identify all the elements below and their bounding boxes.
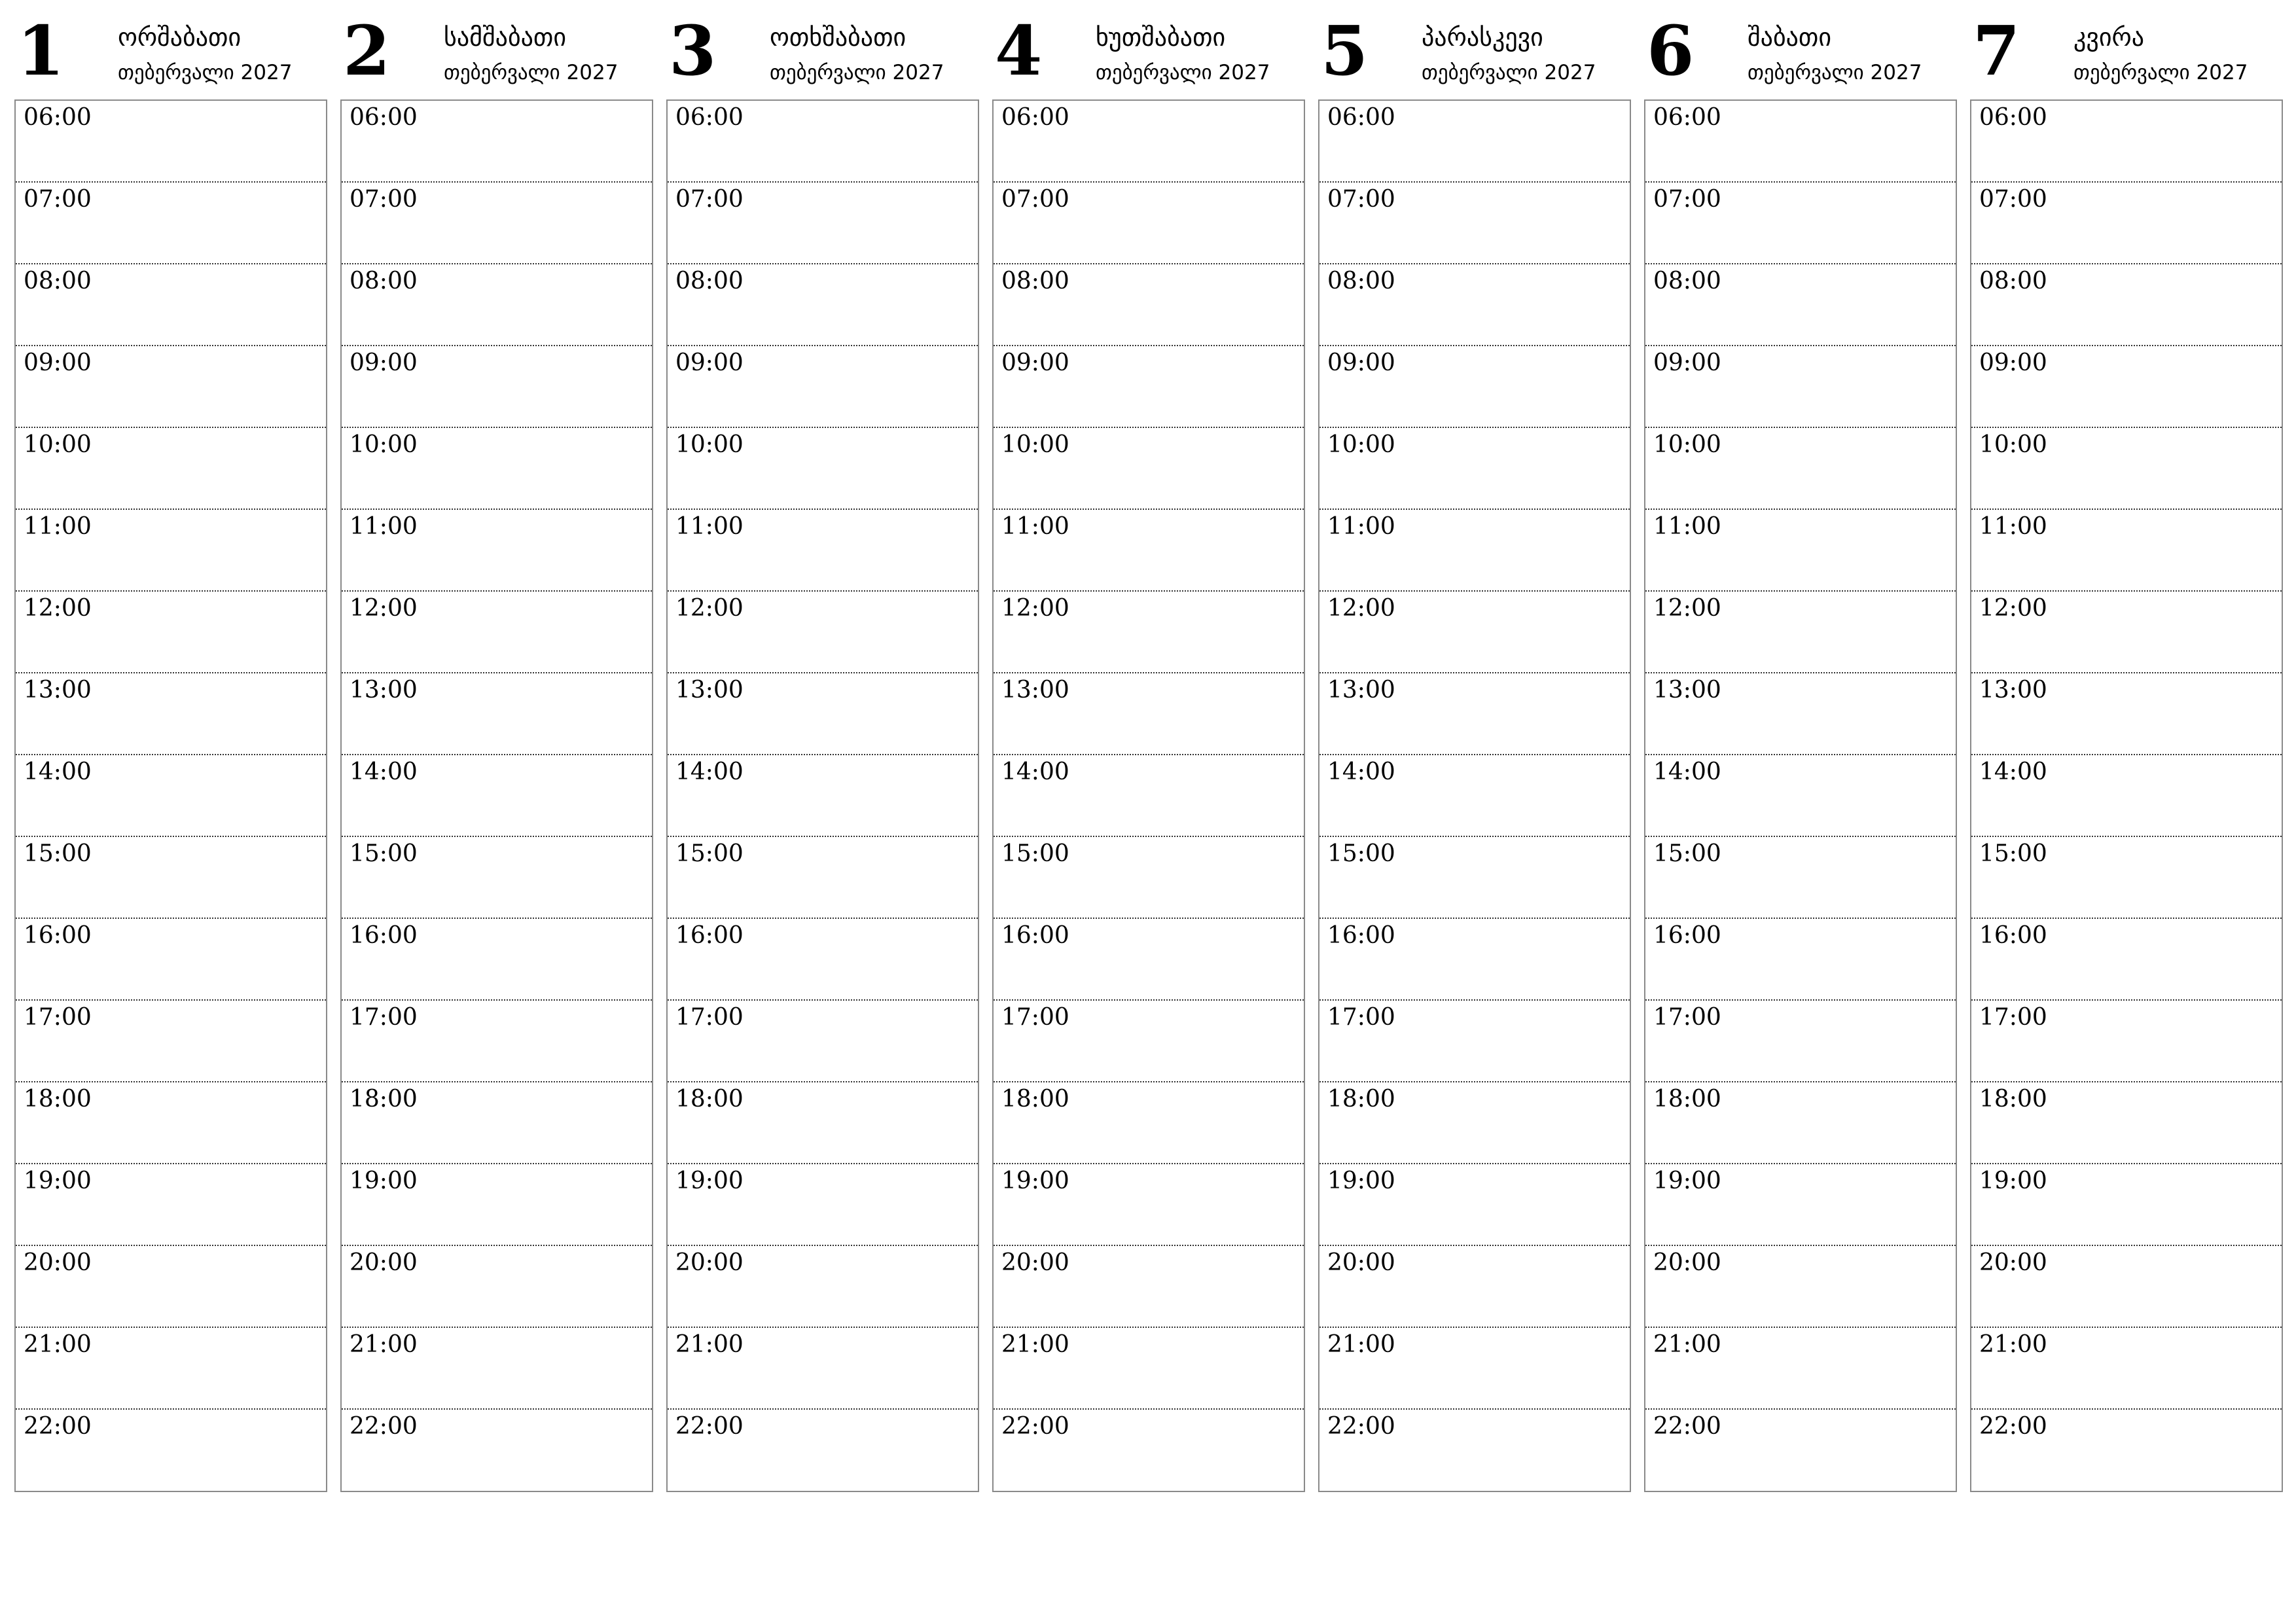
time-label: 11:00 — [350, 513, 418, 540]
time-slot[interactable] — [1971, 101, 2282, 183]
time-label: 16:00 — [1327, 922, 1395, 949]
day-schedule-box — [992, 99, 1305, 1492]
day-column-2 — [340, 0, 653, 1505]
time-label: 21:00 — [1327, 1331, 1395, 1358]
time-label: 15:00 — [1327, 840, 1395, 867]
time-slot[interactable] — [994, 1001, 1304, 1082]
day-schedule-box — [1970, 99, 2283, 1492]
time-slot[interactable] — [1645, 1082, 1956, 1164]
time-label: 13:00 — [1327, 677, 1395, 704]
time-label: 20:00 — [1653, 1249, 1721, 1276]
day-header — [992, 0, 1305, 99]
day-month: თებერვალი 2027 — [2073, 61, 2248, 84]
time-slot[interactable] — [16, 1001, 326, 1082]
time-label: 14:00 — [1327, 758, 1395, 785]
time-slot[interactable] — [994, 510, 1304, 592]
day-name: ხუთშაბათი — [1096, 23, 1226, 52]
time-label: 19:00 — [1979, 1168, 2047, 1194]
time-slot[interactable] — [1319, 1328, 1630, 1410]
time-label: 22:00 — [675, 1413, 744, 1440]
time-slot[interactable] — [668, 1001, 978, 1082]
time-slot[interactable] — [1971, 1328, 2282, 1410]
time-slot[interactable] — [668, 837, 978, 919]
day-schedule-box — [340, 99, 653, 1492]
time-label: 15:00 — [1979, 840, 2047, 867]
time-label: 08:00 — [1001, 268, 1069, 294]
time-label: 21:00 — [1979, 1331, 2047, 1358]
time-label: 08:00 — [675, 268, 744, 294]
time-slot[interactable] — [994, 755, 1304, 837]
time-label: 13:00 — [24, 677, 92, 704]
time-slot[interactable] — [342, 1328, 652, 1410]
time-slot[interactable] — [1645, 1328, 1956, 1410]
day-name: ორშაბათი — [118, 23, 242, 52]
time-label: 17:00 — [1653, 1004, 1721, 1031]
time-label: 22:00 — [1327, 1413, 1395, 1440]
day-number: 2 — [343, 10, 391, 91]
time-slot[interactable] — [342, 1410, 652, 1491]
time-slot[interactable] — [16, 919, 326, 1001]
time-slot[interactable] — [16, 1246, 326, 1328]
time-label: 19:00 — [675, 1168, 744, 1194]
time-slot[interactable] — [1319, 919, 1630, 1001]
time-slot[interactable] — [994, 346, 1304, 428]
day-header — [1318, 0, 1631, 99]
time-slot[interactable] — [16, 592, 326, 673]
day-column-7 — [1970, 0, 2283, 1505]
time-slot[interactable] — [1645, 346, 1956, 428]
time-slot[interactable] — [1645, 919, 1956, 1001]
time-slot[interactable] — [1645, 510, 1956, 592]
time-slot[interactable] — [668, 1410, 978, 1491]
day-name: შაბათი — [1748, 23, 1832, 52]
time-slot[interactable] — [342, 1246, 652, 1328]
time-slot[interactable] — [342, 755, 652, 837]
time-label: 11:00 — [1653, 513, 1721, 540]
time-label: 11:00 — [1979, 513, 2047, 540]
time-slot[interactable] — [668, 755, 978, 837]
time-slot[interactable] — [1645, 1246, 1956, 1328]
time-slot[interactable] — [668, 592, 978, 673]
time-label: 20:00 — [1001, 1249, 1069, 1276]
time-slot[interactable] — [668, 919, 978, 1001]
time-label: 20:00 — [675, 1249, 744, 1276]
time-label: 18:00 — [1653, 1086, 1721, 1113]
time-label: 22:00 — [1979, 1413, 2047, 1440]
time-slot[interactable] — [16, 673, 326, 755]
time-label: 12:00 — [1979, 595, 2047, 622]
time-slot[interactable] — [16, 510, 326, 592]
time-label: 07:00 — [350, 186, 418, 213]
time-slot[interactable] — [668, 673, 978, 755]
time-label: 06:00 — [1327, 104, 1395, 131]
time-label: 14:00 — [1653, 758, 1721, 785]
time-slot[interactable] — [16, 101, 326, 183]
time-slot[interactable] — [16, 1164, 326, 1246]
time-slot[interactable] — [16, 837, 326, 919]
time-label: 11:00 — [1327, 513, 1395, 540]
time-slot[interactable] — [1319, 837, 1630, 919]
time-slot[interactable] — [1319, 510, 1630, 592]
time-slot[interactable] — [994, 1328, 1304, 1410]
time-slot[interactable] — [668, 183, 978, 264]
time-label: 13:00 — [1979, 677, 2047, 704]
time-label: 08:00 — [24, 268, 92, 294]
time-label: 16:00 — [350, 922, 418, 949]
day-column-6 — [1644, 0, 1957, 1505]
day-number: 1 — [17, 10, 65, 91]
time-label: 18:00 — [675, 1086, 744, 1113]
time-label: 14:00 — [1979, 758, 2047, 785]
time-slot[interactable] — [1319, 264, 1630, 346]
time-slot[interactable] — [1971, 673, 2282, 755]
time-label: 15:00 — [1001, 840, 1069, 867]
time-label: 16:00 — [1979, 922, 2047, 949]
time-slot[interactable] — [994, 837, 1304, 919]
time-label: 13:00 — [675, 677, 744, 704]
time-slot[interactable] — [1645, 837, 1956, 919]
day-month: თებერვალი 2027 — [770, 61, 944, 84]
time-label: 09:00 — [24, 349, 92, 376]
day-column-3 — [666, 0, 979, 1505]
day-month: თებერვალი 2027 — [444, 61, 619, 84]
day-number: 6 — [1647, 10, 1695, 91]
time-label: 10:00 — [350, 431, 418, 458]
time-slot[interactable] — [342, 837, 652, 919]
time-slot[interactable] — [1971, 264, 2282, 346]
time-label: 19:00 — [24, 1168, 92, 1194]
time-slot[interactable] — [1319, 592, 1630, 673]
time-slot[interactable] — [1319, 346, 1630, 428]
time-label: 18:00 — [1327, 1086, 1395, 1113]
time-slot[interactable] — [342, 510, 652, 592]
time-slot[interactable] — [1645, 1410, 1956, 1491]
time-slot[interactable] — [1319, 1082, 1630, 1164]
time-label: 18:00 — [1979, 1086, 2047, 1113]
day-number: 4 — [995, 10, 1043, 91]
time-label: 10:00 — [1001, 431, 1069, 458]
time-slot[interactable] — [1971, 183, 2282, 264]
time-label: 08:00 — [350, 268, 418, 294]
time-label: 17:00 — [350, 1004, 418, 1031]
time-label: 10:00 — [1979, 431, 2047, 458]
time-label: 09:00 — [350, 349, 418, 376]
time-slot[interactable] — [994, 1410, 1304, 1491]
time-slot[interactable] — [1645, 592, 1956, 673]
time-slot[interactable] — [1645, 755, 1956, 837]
time-label: 06:00 — [350, 104, 418, 131]
time-slot[interactable] — [16, 428, 326, 510]
time-label: 21:00 — [1653, 1331, 1721, 1358]
day-number: 3 — [669, 10, 717, 91]
time-label: 14:00 — [24, 758, 92, 785]
time-label: 14:00 — [350, 758, 418, 785]
time-label: 17:00 — [1327, 1004, 1395, 1031]
day-column-4 — [992, 0, 1305, 1505]
time-label: 14:00 — [675, 758, 744, 785]
time-slot[interactable] — [668, 346, 978, 428]
day-name: ოთხშაბათი — [770, 23, 906, 52]
day-month: თებერვალი 2027 — [1748, 61, 1922, 84]
day-month: თებერვალი 2027 — [1096, 61, 1270, 84]
time-label: 09:00 — [675, 349, 744, 376]
time-slot[interactable] — [668, 264, 978, 346]
time-label: 07:00 — [675, 186, 744, 213]
time-label: 06:00 — [1653, 104, 1721, 131]
time-label: 09:00 — [1327, 349, 1395, 376]
time-slot[interactable] — [1319, 1246, 1630, 1328]
time-label: 07:00 — [24, 186, 92, 213]
time-slot[interactable] — [342, 101, 652, 183]
day-schedule-box — [14, 99, 327, 1492]
time-label: 10:00 — [675, 431, 744, 458]
time-slot[interactable] — [668, 1328, 978, 1410]
time-label: 13:00 — [350, 677, 418, 704]
time-slot[interactable] — [1971, 1246, 2282, 1328]
time-label: 19:00 — [1001, 1168, 1069, 1194]
time-slot[interactable] — [1971, 1001, 2282, 1082]
time-label: 16:00 — [1653, 922, 1721, 949]
time-label: 12:00 — [24, 595, 92, 622]
day-header — [14, 0, 327, 99]
time-slot[interactable] — [1645, 1001, 1956, 1082]
time-label: 21:00 — [350, 1331, 418, 1358]
time-label: 16:00 — [24, 922, 92, 949]
time-slot[interactable] — [1319, 1164, 1630, 1246]
time-label: 19:00 — [1327, 1168, 1395, 1194]
time-label: 10:00 — [1653, 431, 1721, 458]
time-slot[interactable] — [994, 1082, 1304, 1164]
time-label: 11:00 — [24, 513, 92, 540]
time-slot[interactable] — [16, 264, 326, 346]
time-label: 08:00 — [1327, 268, 1395, 294]
time-slot[interactable] — [668, 101, 978, 183]
time-slot[interactable] — [668, 1082, 978, 1164]
time-slot[interactable] — [1971, 428, 2282, 510]
time-slot[interactable] — [668, 1164, 978, 1246]
time-label: 08:00 — [1979, 268, 2047, 294]
time-label: 07:00 — [1653, 186, 1721, 213]
time-slot[interactable] — [994, 264, 1304, 346]
time-label: 11:00 — [675, 513, 744, 540]
time-label: 16:00 — [1001, 922, 1069, 949]
time-label: 20:00 — [1979, 1249, 2047, 1276]
time-label: 19:00 — [350, 1168, 418, 1194]
time-label: 15:00 — [675, 840, 744, 867]
time-label: 07:00 — [1327, 186, 1395, 213]
time-label: 21:00 — [675, 1331, 744, 1358]
time-label: 06:00 — [1001, 104, 1069, 131]
time-label: 19:00 — [1653, 1168, 1721, 1194]
day-header — [1644, 0, 1957, 99]
time-slot[interactable] — [342, 346, 652, 428]
time-slot[interactable] — [1645, 101, 1956, 183]
time-label: 17:00 — [24, 1004, 92, 1031]
time-label: 06:00 — [675, 104, 744, 131]
day-name: პარასკევი — [1422, 23, 1543, 52]
time-label: 20:00 — [1327, 1249, 1395, 1276]
time-slot[interactable] — [668, 510, 978, 592]
time-label: 21:00 — [24, 1331, 92, 1358]
time-slot[interactable] — [342, 1164, 652, 1246]
time-label: 22:00 — [350, 1413, 418, 1440]
time-label: 13:00 — [1001, 677, 1069, 704]
time-label: 22:00 — [1001, 1413, 1069, 1440]
time-slot[interactable] — [342, 919, 652, 1001]
time-slot[interactable] — [16, 1328, 326, 1410]
time-label: 15:00 — [350, 840, 418, 867]
time-slot[interactable] — [994, 183, 1304, 264]
day-header — [340, 0, 653, 99]
time-slot[interactable] — [1971, 346, 2282, 428]
time-label: 22:00 — [1653, 1413, 1721, 1440]
time-label: 13:00 — [1653, 677, 1721, 704]
time-label: 09:00 — [1979, 349, 2047, 376]
time-label: 12:00 — [1001, 595, 1069, 622]
time-slot[interactable] — [1971, 1164, 2282, 1246]
day-schedule-box — [666, 99, 979, 1492]
time-slot[interactable] — [1645, 1164, 1956, 1246]
time-slot[interactable] — [1319, 1001, 1630, 1082]
time-label: 10:00 — [24, 431, 92, 458]
time-label: 20:00 — [24, 1249, 92, 1276]
time-label: 14:00 — [1001, 758, 1069, 785]
time-label: 07:00 — [1001, 186, 1069, 213]
time-label: 22:00 — [24, 1413, 92, 1440]
time-slot[interactable] — [16, 1082, 326, 1164]
time-label: 18:00 — [350, 1086, 418, 1113]
time-slot[interactable] — [1645, 264, 1956, 346]
time-slot[interactable] — [1319, 101, 1630, 183]
time-slot[interactable] — [342, 428, 652, 510]
time-label: 07:00 — [1979, 186, 2047, 213]
time-slot[interactable] — [1971, 510, 2282, 592]
time-label: 17:00 — [675, 1004, 744, 1031]
time-label: 21:00 — [1001, 1331, 1069, 1358]
time-label: 09:00 — [1653, 349, 1721, 376]
day-month: თებერვალი 2027 — [118, 61, 293, 84]
time-slot[interactable] — [342, 1001, 652, 1082]
time-label: 09:00 — [1001, 349, 1069, 376]
time-label: 17:00 — [1979, 1004, 2047, 1031]
day-schedule-box — [1318, 99, 1631, 1492]
time-label: 11:00 — [1001, 513, 1069, 540]
day-column-1 — [14, 0, 327, 1505]
time-slot[interactable] — [994, 428, 1304, 510]
time-label: 15:00 — [24, 840, 92, 867]
weekly-planner — [14, 0, 2284, 1505]
day-number: 7 — [1973, 10, 2020, 91]
time-label: 15:00 — [1653, 840, 1721, 867]
time-slot[interactable] — [1971, 755, 2282, 837]
time-label: 16:00 — [675, 922, 744, 949]
time-slot[interactable] — [342, 592, 652, 673]
time-slot[interactable] — [668, 428, 978, 510]
time-slot[interactable] — [1971, 1082, 2282, 1164]
time-slot[interactable] — [994, 919, 1304, 1001]
day-column-5 — [1318, 0, 1631, 1505]
time-slot[interactable] — [994, 592, 1304, 673]
time-slot[interactable] — [1645, 183, 1956, 264]
time-slot[interactable] — [1645, 428, 1956, 510]
time-slot[interactable] — [342, 673, 652, 755]
time-label: 06:00 — [1979, 104, 2047, 131]
time-slot[interactable] — [994, 673, 1304, 755]
time-slot[interactable] — [342, 183, 652, 264]
time-slot[interactable] — [16, 183, 326, 264]
time-slot[interactable] — [1971, 1410, 2282, 1491]
time-label: 18:00 — [1001, 1086, 1069, 1113]
time-slot[interactable] — [994, 1164, 1304, 1246]
time-label: 12:00 — [1327, 595, 1395, 622]
day-header — [1970, 0, 2283, 99]
time-slot[interactable] — [16, 1410, 326, 1491]
time-slot[interactable] — [1645, 673, 1956, 755]
time-label: 06:00 — [24, 104, 92, 131]
time-slot[interactable] — [1319, 1410, 1630, 1491]
time-slot[interactable] — [994, 101, 1304, 183]
day-month: თებერვალი 2027 — [1422, 61, 1596, 84]
time-slot[interactable] — [668, 1246, 978, 1328]
time-label: 12:00 — [1653, 595, 1721, 622]
day-name: კვირა — [2073, 23, 2145, 52]
time-slot[interactable] — [16, 755, 326, 837]
day-header — [666, 0, 979, 99]
time-slot[interactable] — [1319, 183, 1630, 264]
time-slot[interactable] — [16, 346, 326, 428]
time-slot[interactable] — [994, 1246, 1304, 1328]
time-label: 18:00 — [24, 1086, 92, 1113]
time-label: 20:00 — [350, 1249, 418, 1276]
time-slot[interactable] — [1319, 673, 1630, 755]
time-slot[interactable] — [342, 1082, 652, 1164]
time-slot[interactable] — [1319, 755, 1630, 837]
time-label: 12:00 — [350, 595, 418, 622]
time-slot[interactable] — [342, 264, 652, 346]
time-slot[interactable] — [1971, 919, 2282, 1001]
day-name: სამშაბათი — [444, 23, 567, 52]
day-number: 5 — [1321, 10, 1369, 91]
day-schedule-box — [1644, 99, 1957, 1492]
time-label: 17:00 — [1001, 1004, 1069, 1031]
time-slot[interactable] — [1971, 837, 2282, 919]
time-slot[interactable] — [1971, 592, 2282, 673]
time-label: 08:00 — [1653, 268, 1721, 294]
time-label: 12:00 — [675, 595, 744, 622]
time-slot[interactable] — [1319, 428, 1630, 510]
time-label: 10:00 — [1327, 431, 1395, 458]
